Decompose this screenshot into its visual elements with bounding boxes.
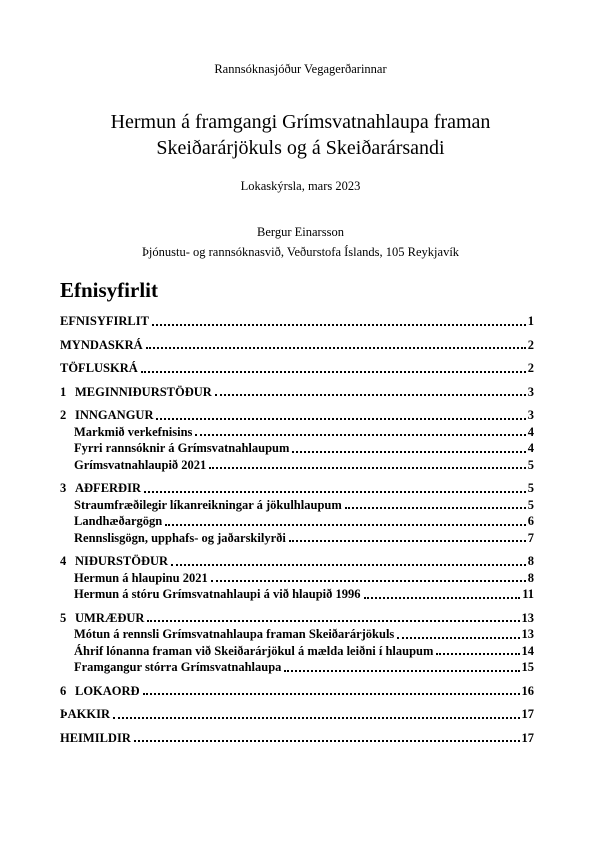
toc-entry[interactable] [60, 530, 534, 547]
toc-entry-label: TÖFLUSKRÁ [60, 361, 138, 375]
toc-heading: Efnisyfirlit [60, 278, 158, 302]
toc-entry-page: 17 [521, 730, 534, 745]
toc-entry[interactable] [60, 570, 534, 587]
toc-entry-label: EFNISYFIRLIT [60, 314, 149, 328]
toc-entry-number: 2 [60, 408, 67, 422]
toc-entry-label: MYNDASKRÁ [60, 337, 143, 352]
toc-dot-leader [152, 313, 526, 326]
toc-dot-leader [215, 384, 526, 397]
toc-entry[interactable] [60, 730, 534, 747]
toc-dot-leader [134, 730, 520, 743]
toc-entry-page: 14 [521, 643, 534, 658]
toc-entry-page: 11 [522, 587, 534, 601]
toc-dot-leader [171, 553, 526, 566]
toc-dot-leader [397, 626, 519, 639]
toc-entry-label: ÞAKKIR [60, 707, 110, 721]
toc-entry-label: Straumfræðilegir líkanreikningar á jökulhlaupum [74, 497, 342, 512]
toc-dot-leader [436, 643, 519, 656]
toc-entry[interactable] [60, 659, 534, 676]
toc-entry[interactable] [60, 457, 534, 474]
toc-entry-page: 7 [527, 530, 534, 545]
toc-dot-leader [156, 407, 525, 420]
toc-entry-page: 2 [527, 337, 534, 352]
toc-entry-page: 4 [527, 424, 534, 439]
report-title-line1: Hermun á framgangi Grímsvatnahlaupa framan [110, 111, 491, 133]
toc-entry-number: 3 [60, 481, 67, 495]
toc-entry[interactable] [60, 706, 534, 723]
toc-dot-leader [364, 586, 521, 599]
toc-dot-leader [165, 513, 526, 526]
toc-entry[interactable] [60, 643, 534, 660]
toc-entry[interactable] [60, 407, 534, 424]
toc-entry-page: 13 [521, 610, 534, 625]
toc-dot-leader [209, 457, 525, 470]
toc-dot-leader [143, 683, 520, 696]
toc-dot-leader [144, 480, 526, 493]
toc-entry-label: LOKAORÐ [75, 683, 140, 698]
report-title-line2: Skeiðarárjökuls og á Skeiðarársandi [156, 137, 445, 159]
toc-entry[interactable] [60, 440, 534, 457]
toc-entry-label: Fyrri rannsóknir á Grímsvatnahlaupum [74, 441, 290, 455]
toc-entry-label: INNGANGUR [75, 408, 154, 422]
toc-entry[interactable] [60, 626, 534, 643]
toc-entry[interactable] [60, 683, 534, 700]
report-subtitle: Lokaskýrsla, mars 2023 [240, 179, 361, 193]
toc-entry[interactable] [60, 610, 534, 627]
toc-entry-page: 8 [527, 570, 534, 585]
toc-entry-page: 1 [527, 314, 534, 328]
toc-entry[interactable] [60, 360, 534, 377]
toc-entry-page: 5 [527, 497, 534, 512]
toc-entry[interactable] [60, 497, 534, 514]
toc-entry-page: 5 [527, 481, 534, 495]
report-funder: Rannsóknasjóður Vegagerðarinnar [214, 62, 387, 76]
toc-entry-label: Landhæðargögn [74, 514, 163, 528]
toc-entry-number: 5 [60, 610, 67, 625]
toc-entry[interactable] [60, 513, 534, 530]
toc-entry-page: 4 [527, 441, 534, 455]
toc-dot-leader [195, 424, 525, 437]
toc-dot-leader [292, 440, 525, 453]
toc-entry[interactable] [60, 424, 534, 441]
toc-entry-label: NIÐURSTÖÐUR [75, 554, 169, 568]
toc-entry-label: MEGINNIÐURSTÖÐUR [75, 384, 212, 399]
toc-entry-page: 5 [527, 457, 534, 472]
toc-entry-number: 6 [60, 683, 67, 698]
toc-dot-leader [141, 360, 526, 373]
toc-entry-label: Mótun á rennsli Grímsvatnahlaupa framan Skeiðarárjökuls [74, 627, 395, 641]
toc-dot-leader [113, 706, 520, 719]
toc-entry-page: 3 [527, 408, 534, 422]
toc-dot-leader [147, 610, 519, 623]
toc-entry-page: 2 [527, 361, 534, 375]
toc-entry[interactable] [60, 384, 534, 401]
toc-dot-leader [345, 497, 526, 510]
toc-entry[interactable] [60, 586, 534, 603]
toc-entry-label: UMRÆÐUR [75, 610, 145, 625]
toc-entry-label: Rennslisgögn, upphafs- og jaðarskilyrði [74, 530, 286, 545]
toc-entry[interactable] [60, 313, 534, 330]
toc-entry-page: 8 [527, 554, 534, 568]
toc-dot-leader [211, 570, 526, 583]
toc-entry-page: 3 [527, 384, 534, 399]
toc-entry-label: Áhrif lónanna framan við Skeiðarárjökul á mælda leiðni í hlaupum [74, 643, 434, 658]
toc-entry-label: Hermun á hlaupinu 2021 [74, 570, 208, 585]
report-title [0, 109, 601, 161]
toc-entry[interactable] [60, 480, 534, 497]
table-of-contents [60, 313, 534, 746]
toc-entry-label: HEIMILDIR [60, 730, 131, 745]
toc-entry-label: Framgangur stórra Grímsvatnahlaupa [74, 660, 282, 674]
toc-entry-number: 1 [60, 384, 67, 399]
toc-entry-number: 4 [60, 554, 67, 568]
toc-entry-page: 15 [521, 660, 534, 674]
toc-entry-label: AÐFERÐIR [75, 481, 141, 495]
toc-entry-page: 17 [521, 707, 534, 721]
toc-entry-label: Hermun á stóru Grímsvatnahlaupi á við hlaupið 1996 [74, 587, 361, 601]
toc-entry[interactable] [60, 553, 534, 570]
toc-dot-leader [284, 659, 519, 672]
toc-entry-page: 16 [521, 683, 534, 698]
toc-entry-label: Markmið verkefnisins [74, 424, 193, 439]
toc-dot-leader [289, 530, 526, 543]
toc-entry-page: 13 [521, 627, 534, 641]
report-affiliation: Þjónustu- og rannsóknasvið, Veðurstofa Íslands, 105 Reykjavík [141, 245, 460, 259]
toc-dot-leader [146, 337, 526, 350]
toc-entry-page: 6 [527, 514, 534, 528]
toc-entry-label: Grímsvatnahlaupið 2021 [74, 457, 207, 472]
toc-entry[interactable] [60, 337, 534, 354]
report-author: Bergur Einarsson [257, 225, 344, 239]
